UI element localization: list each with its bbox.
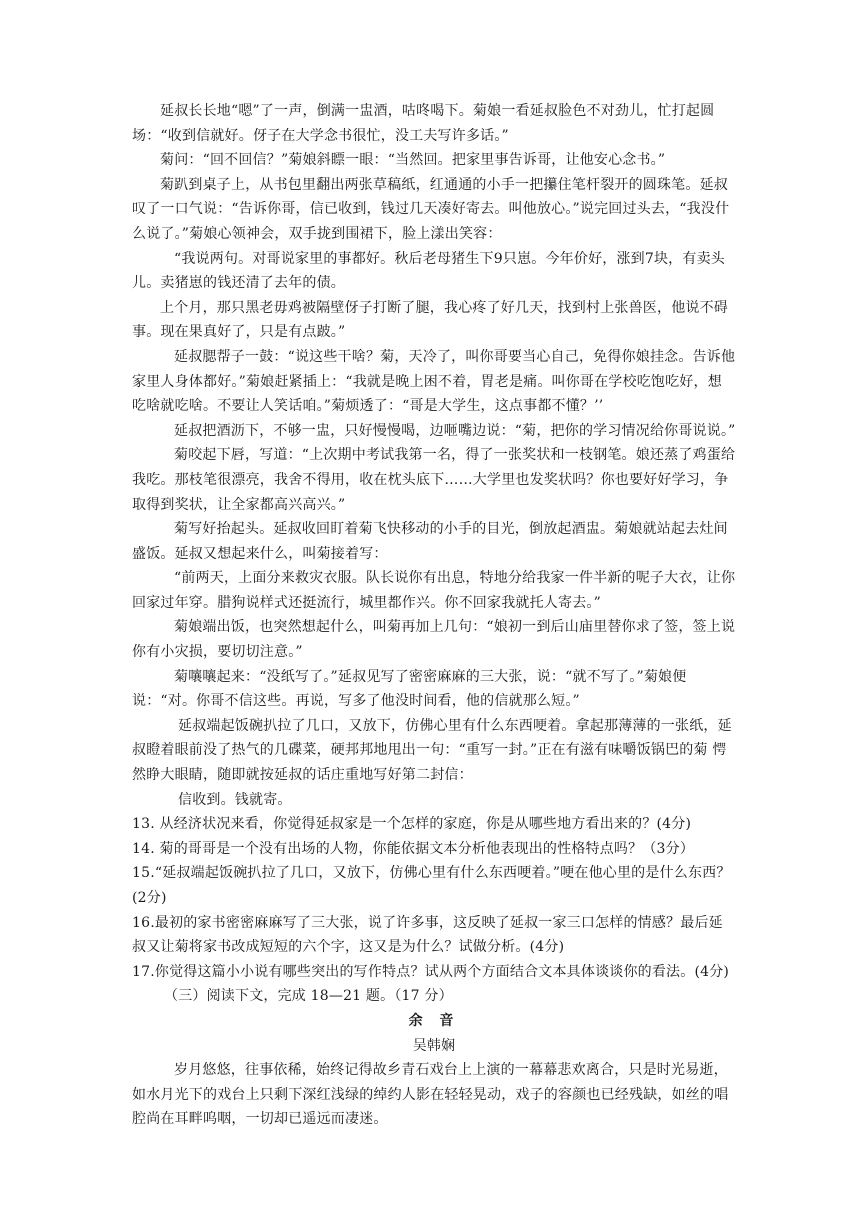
paragraph: 菊问：“回不回信？”菊娘斜瞟一眼：“当然回。把家里事告诉哥，让他安心念书。” xyxy=(160,152,666,169)
paragraph: 菊写好抬起头。延叔收回盯着菊飞快移动的小手的目光，倒放起酒盅。菊娘就站起去灶间盛饭。延叔又想起来什么，叫菊接着写： xyxy=(132,521,728,562)
paragraph: 菊娘端出饭，也突然想起什么，叫菊再加上几句：“娘初一到后山庙里替你求了签，签上说你有小灾损，要切切注意。” xyxy=(132,619,736,661)
document-body xyxy=(132,99,736,1132)
paragraph: 上个月，那只黑老毋鸡被隔壁伢子打断了腿，我心疼了好几天，找到村上张兽医，他说不碍事。现在果真好了，只是有点跛。” xyxy=(132,299,728,341)
question-13: 13. 从经济状况来看，你觉得延叔家是一个怎样的家庭，你是从哪些地方看出来的？(4分) xyxy=(132,816,692,833)
question-16: 16.最初的家书密密麻麻写了三大张，说了许多事，这反映了延叔一家三口怎样的情感？最后延叔又让菊将家书改成短短的六个字，这又是为什么？试做分析。(4分) xyxy=(132,914,723,956)
paragraph: 菊咬起下唇，写道：“上次期中考试我第一名，得了一张奖状和一枝钢笔。娘还蒸了鸡蛋给我吃。那枝笔很漂亮，我舍不得用，收在枕头底下……大学里也发奖状吗？你也要好好学习，争取得到奖状，让全家都高兴高兴。” xyxy=(132,447,736,513)
paragraph: 延叔长长地“嗯”了一声，倒满一盅酒，咕咚喝下。菊娘一看延叔脸色不对劲儿，忙打起圆场：“收到信就好。伢子在大学念书很忙，没工夫写许多话。” xyxy=(132,103,715,144)
paragraph: 菊嚷嚷起来：“没纸写了。”延叔见写了密密麻麻的三大张，说：“就不写了。”菊娘便说：“对。你哥不信这些。再说，写多了他没时间看，他的信就那么短。” xyxy=(132,668,687,710)
article-paragraph: 岁月悠悠，往事依稀，始终记得故乡青石戏台上上演的一幕幕悲欢离合，只是时光易逝，如水月光下的戏台上只剩下深红浅绿的绰约人影在轻轻晃动，戏子的容颜也已经残缺，如丝的唱腔尚在耳畔呜咽，一切却已遥远而凄迷。 xyxy=(132,1062,729,1128)
question-15: 15.“延叔端起饭碗扒拉了几口，又放下，仿佛心里有什么东西哽着。”哽在他心里的是什么东西？(2分) xyxy=(132,865,731,906)
paragraph: 菊趴到桌子上，从书包里翻出两张草稿纸，红通通的小手一把攥住笔杆裂开的圆珠笔。延叔叹了一口气说：“告诉你哥，信已收到，钱过几天凑好寄去。叫他放心。”说完回过头去，“我没什么说了。”菊娘心领神会，双手拢到围裙下，脸上漾出笑容： xyxy=(132,176,730,242)
paragraph: 延叔腮帮子一鼓：“说这些干啥？菊，天冷了，叫你哥要当心自己，免得你娘挂念。告诉他家里人身体都好。”菊娘赶紧插上：“我就是晚上困不着，胃老是痛。叫你哥在学校吃饱吃好，想吃啥就吃啥。不要让人笑话咱。”菊烦透了：“哥是大学生，这点事都不懂？’’ xyxy=(132,348,736,415)
letter-text: 信收到。钱就寄。 xyxy=(178,791,292,808)
paragraph: “前两天，上面分来救灾衣服。队长说你有出息，特地分给我家一件半新的呢子大衣，让你回家过年穿。腊狗说样式还挺流行，城里都作兴。你不回家我就托人寄去。” xyxy=(132,570,736,611)
section-header: （三）阅读下文，完成 18—21 题。（17 分） xyxy=(164,988,453,1005)
question-14: 14. 菊的哥哥是一个没有出场的人物，你能依据文本分析他表现出的性格特点吗？（3分） xyxy=(132,840,695,857)
question-17: 17.你觉得这篇小小说有哪些突出的写作特点？试从两个方面结合文本具体谈谈你的看法。(4分) xyxy=(132,963,730,980)
article-title: 余 音 xyxy=(408,1012,460,1029)
paragraph: 延叔端起饭碗扒拉了几口，又放下，仿佛心里有什么东西哽着。拿起那薄薄的一张纸，延叔瞪着眼前没了热气的几碟菜，硬邦邦地甩出一句：“重写一封。”正在有滋有味嚼饭锅巴的菊 愕然睁大眼睛，随即就按延叔的话庄重地写好第二封信： xyxy=(132,717,732,784)
paragraph: “我说两句。对哥说家里的事都好。秋后老母猪生下9只崽。今年价好，涨到7块，有卖头儿。卖猪崽的钱还清了去年的债。 xyxy=(132,250,725,292)
article-author: 吴韩娴 xyxy=(412,1037,456,1054)
paragraph: 延叔把酒沥下，不够一盅，只好慢慢喝，边咂嘴边说：“菊，把你的学习情况给你哥说说。” xyxy=(174,422,736,439)
